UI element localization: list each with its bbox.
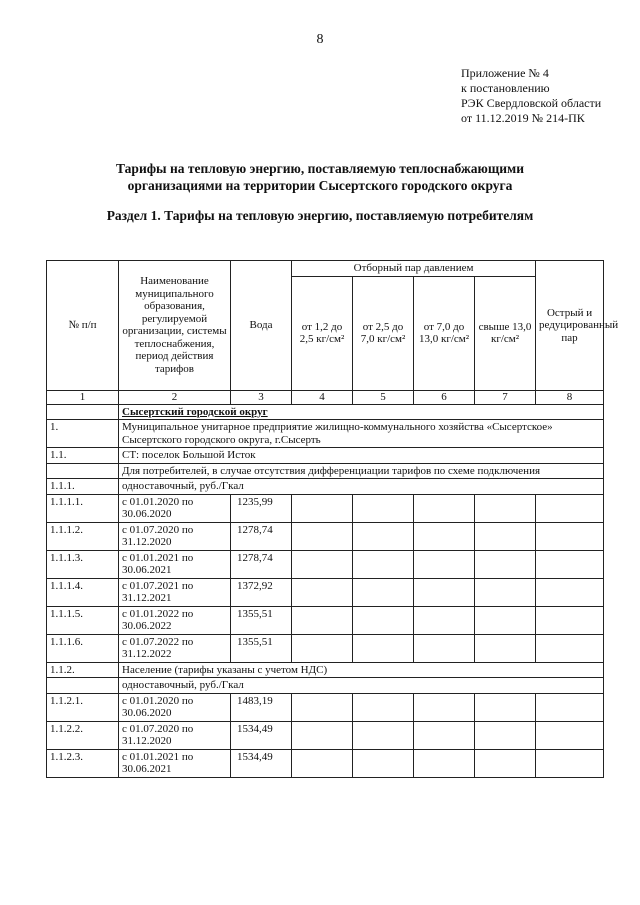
- empty-cell: [414, 749, 475, 777]
- appendix-line: к постановлению: [461, 81, 550, 95]
- empty-cell: [414, 578, 475, 606]
- empty-cell: [536, 578, 604, 606]
- row-water-value: 1278,74: [231, 522, 292, 550]
- table-row: [47, 693, 604, 721]
- empty-cell: [292, 606, 353, 634]
- empty-cell: [475, 634, 536, 662]
- table-row: [47, 578, 604, 606]
- empty-cell: [353, 606, 414, 634]
- empty-cell: [414, 494, 475, 522]
- tariff2-num: [47, 678, 119, 694]
- empty-cell: [353, 721, 414, 749]
- title-line: организациями на территории Сысертского городского округа: [127, 178, 513, 193]
- row-num: 1.1.1.3.: [47, 550, 119, 578]
- empty-cell: [414, 522, 475, 550]
- row-num: 1.1.1.5.: [47, 606, 119, 634]
- row-water-value: 1278,74: [231, 550, 292, 578]
- table-row: [47, 550, 604, 578]
- appendix-line: от 11.12.2019 № 214-ПК: [461, 111, 585, 125]
- tariff-label: одноставочный, руб./Гкал: [119, 479, 604, 495]
- tariff-rows-consumers: [47, 494, 604, 662]
- empty-cell: [353, 550, 414, 578]
- row-period: с 01.01.2022 по 30.06.2022: [119, 606, 231, 634]
- empty-cell: [353, 749, 414, 777]
- col-number: 3: [231, 390, 292, 404]
- row-water-value: 1372,92: [231, 578, 292, 606]
- header-pressure-4: свыше 13,0 кг/см²: [475, 276, 536, 390]
- empty-cell: [536, 550, 604, 578]
- header-pressure-1: от 1,2 до 2,5 кг/см²: [292, 276, 353, 390]
- empty-cell: [475, 578, 536, 606]
- empty-cell: [292, 494, 353, 522]
- org-num: 1.: [47, 420, 119, 448]
- section-title: Раздел 1. Тарифы на тепловую энергию, поставляемую потребителям: [106, 208, 534, 223]
- row-water-value: 1534,49: [231, 749, 292, 777]
- title-line: Тарифы на тепловую энергию, поставляемую теплоснабжающими: [116, 161, 524, 176]
- row-period: с 01.07.2021 по 31.12.2021: [119, 578, 231, 606]
- table-row: [47, 749, 604, 777]
- empty-cell: [475, 606, 536, 634]
- empty-cell: [536, 721, 604, 749]
- row-period: с 01.01.2020 по 30.06.2020: [119, 494, 231, 522]
- appendix-line: Приложение № 4: [461, 66, 549, 80]
- row-period: с 01.07.2022 по 31.12.2022: [119, 634, 231, 662]
- header-name: Наименование муниципального образования, регулируемой организации, системы теплоснабжения, период действия тарифов: [119, 261, 231, 391]
- row-water-value: 1534,49: [231, 721, 292, 749]
- header-sharp-steam: Острый и редуцированный пар: [536, 261, 604, 391]
- consumers-note: Для потребителей, в случае отсутствия дифференциации тарифов по схеме подключения: [119, 463, 604, 479]
- empty-cell: [353, 634, 414, 662]
- empty-cell: [353, 522, 414, 550]
- empty-cell: [475, 749, 536, 777]
- page-number: 8: [316, 32, 324, 47]
- empty-cell: [536, 494, 604, 522]
- empty-cell: [475, 522, 536, 550]
- col-number: 2: [119, 390, 231, 404]
- row-num: 1.1.1.4.: [47, 578, 119, 606]
- org-name: Муниципальное унитарное предприятие жилищно-коммунального хозяйства «Сысертское» Сысертского городского округа, г.Сысерть: [119, 420, 604, 448]
- tariff-rows-population: [47, 693, 604, 777]
- system-num: 1.1.: [47, 448, 119, 464]
- empty-cell: [414, 721, 475, 749]
- header-num: № п/п: [47, 261, 119, 391]
- tariff2-label: одноставочный, руб./Гкал: [119, 678, 604, 694]
- row-period: с 01.01.2020 по 30.06.2020: [119, 693, 231, 721]
- col-number: 4: [292, 390, 353, 404]
- col-number: 7: [475, 390, 536, 404]
- table-row: [47, 606, 604, 634]
- col-number: 5: [353, 390, 414, 404]
- empty-cell: [292, 522, 353, 550]
- empty-cell: [353, 578, 414, 606]
- empty-cell: [353, 693, 414, 721]
- header-steam-group: Отборный пар давлением: [292, 261, 536, 277]
- empty-cell: [475, 693, 536, 721]
- empty-cell: [292, 749, 353, 777]
- row-period: с 01.07.2020 по 31.12.2020: [119, 522, 231, 550]
- appendix-line: РЭК Свердловской области: [461, 96, 602, 110]
- row-water-value: 1235,99: [231, 494, 292, 522]
- empty-cell: [536, 606, 604, 634]
- tariff-table: [46, 260, 619, 778]
- empty-cell: [292, 550, 353, 578]
- header-pressure-3: от 7,0 до 13,0 кг/см²: [414, 276, 475, 390]
- row-water-value: 1355,51: [231, 634, 292, 662]
- row-water-value: 1355,51: [231, 606, 292, 634]
- empty-cell: [536, 634, 604, 662]
- col-number: 1: [47, 390, 119, 404]
- row-period: с 01.07.2020 по 31.12.2020: [119, 721, 231, 749]
- empty-cell: [475, 494, 536, 522]
- system-name: СТ: поселок Большой Исток: [119, 448, 604, 464]
- note-num: [47, 463, 119, 479]
- empty-cell: [414, 634, 475, 662]
- district-num: [47, 404, 119, 420]
- row-period: с 01.01.2021 по 30.06.2021: [119, 749, 231, 777]
- tariff-num: 1.1.1.: [47, 479, 119, 495]
- population-num: 1.1.2.: [47, 662, 119, 678]
- row-period: с 01.01.2021 по 30.06.2021: [119, 550, 231, 578]
- table-row: [47, 634, 604, 662]
- row-num: 1.1.2.2.: [47, 721, 119, 749]
- empty-cell: [414, 606, 475, 634]
- table-row: [47, 721, 604, 749]
- table-row: [47, 522, 604, 550]
- empty-cell: [353, 494, 414, 522]
- empty-cell: [292, 578, 353, 606]
- empty-cell: [414, 693, 475, 721]
- empty-cell: [292, 634, 353, 662]
- empty-cell: [475, 721, 536, 749]
- empty-cell: [536, 749, 604, 777]
- row-num: 1.1.1.1.: [47, 494, 119, 522]
- empty-cell: [414, 550, 475, 578]
- header-pressure-2: от 2,5 до 7,0 кг/см²: [353, 276, 414, 390]
- appendix-note: [461, 66, 601, 126]
- empty-cell: [475, 550, 536, 578]
- empty-cell: [536, 693, 604, 721]
- document-title: [60, 160, 580, 194]
- empty-cell: [292, 693, 353, 721]
- row-num: 1.1.1.2.: [47, 522, 119, 550]
- empty-cell: [536, 522, 604, 550]
- table-row: [47, 494, 604, 522]
- row-num: 1.1.1.6.: [47, 634, 119, 662]
- col-number: 6: [414, 390, 475, 404]
- row-water-value: 1483,19: [231, 693, 292, 721]
- header-water: Вода: [231, 261, 292, 391]
- row-num: 1.1.2.1.: [47, 693, 119, 721]
- empty-cell: [292, 721, 353, 749]
- col-number: 8: [536, 390, 604, 404]
- row-num: 1.1.2.3.: [47, 749, 119, 777]
- population-label: Население (тарифы указаны с учетом НДС): [119, 662, 604, 678]
- district-name: Сысертский городской округ: [119, 404, 604, 420]
